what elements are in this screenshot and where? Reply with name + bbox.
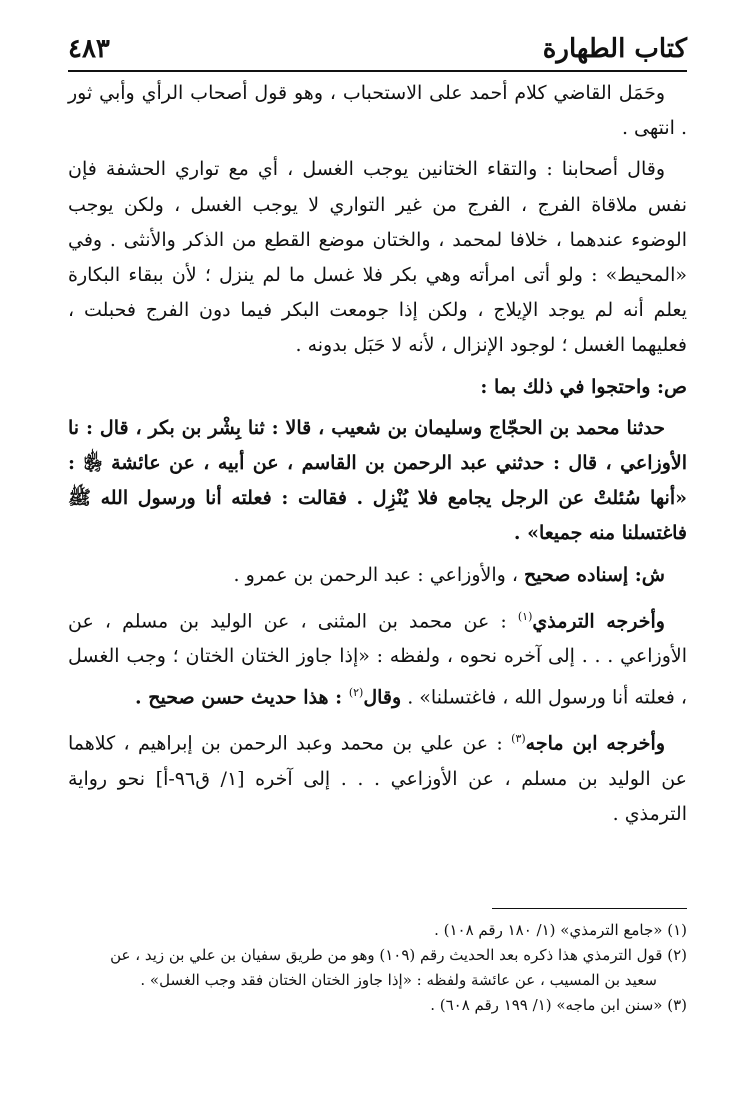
commentary-rest: ، والأوزاعي : عبد الرحمن بن عمرو . xyxy=(233,563,525,586)
book-title: كتاب الطهارة xyxy=(542,34,687,64)
paragraph-tirmidhi xyxy=(68,599,687,715)
footnote-divider xyxy=(492,908,687,909)
commentary-lead: ش: إسناده صحيح xyxy=(524,563,665,586)
tirmidhi-said: وقال xyxy=(363,685,402,708)
ibn-majah-text: : عن علي بن محمد وعبد الرحمن بن إبراهيم ، كلاهما عن الوليد بن مسلم ، عن الأوزاعي . . . إلى آخره [١/ ق٩٦-أ] نحو رواية الترمذي . xyxy=(68,732,688,825)
tirmidhi-lead: وأخرجه الترمذي xyxy=(532,610,665,633)
paragraph-ibn-majah xyxy=(68,721,687,832)
main-text xyxy=(68,76,687,838)
footnote-ref-2: (٢) xyxy=(348,685,364,699)
footnotes xyxy=(68,918,687,1018)
footnote-3: (٣) «سنن ابن ماجه» (١/ ١٩٩ رقم ٦٠٨) . xyxy=(430,996,687,1014)
paragraph-1: وحَمَل القاضي كلام أحمد على الاستحباب ، وهو قول أصحاب الرأي وأبي ثور . انتهى . xyxy=(68,82,687,140)
footnote-ref-1: (١) xyxy=(517,609,533,623)
tirmidhi-grade: : هذا حديث حسن صحيح . xyxy=(135,685,349,708)
ibn-majah-lead: وأخرجه ابن ماجه xyxy=(525,732,665,755)
tirmidhi-text: : عن محمد بن المثنى ، عن الوليد بن مسلم ، عن الأوزاعي . . . إلى آخره نحوه ، ولفظه : «إذا جاوز الختان الختان ؛ وجب الغسل ، فعلته أنا ورسول الله ، فاغتسلنا» . xyxy=(68,610,687,708)
footnote-2: (٢) قول الترمذي هذا ذكره بعد الحديث رقم (١٠٩) وهو من طريق سفيان بن علي بن زيد ، عن xyxy=(110,946,687,964)
section-heading: ص: واحتجوا في ذلك بما : xyxy=(480,375,687,398)
hadith-text: حدثنا محمد بن الحجّاج وسليمان بن شعيب ، قالا : ثنا بِشْر بن بكر ، قال : نا الأوزاعي ، قال : حدثني عبد الرحمن بن القاسم ، عن أبيه ، عن عائشة ﵂ : «أنها سُئلتْ عن الرجل يجامع فلا يُنْزِل . فقالت : فعلته أنا ورسول الله ﷺ فاغتسلنا منه جميعا» . xyxy=(68,416,687,545)
paragraph-commentary xyxy=(68,558,687,593)
page-number: ٤٨٣ xyxy=(68,34,110,64)
footnote-ref-3: (٣) xyxy=(511,732,526,746)
paragraph-2: وقال أصحابنا : والتقاء الختانين يوجب الغسل ، أي مع تواري الحشفة فإن نفس ملاقاة الفرج ، الفرج من غير التواري لا يوجب الغسل ، ولكن يوجب الوضوء عندهما ، خلافا لمحمد ، والختان موضع القطع من الذكر والأنثى . وفي «المحيط» : ولو أتى امرأته وهي بكر فلا غسل ما لم ينزل ؛ لأن ببقاء البكارة يعلم أنه لم يوجد الإيلاج ، ولكن إذا جومعت البكر فيما دون الفرج فحبلت ، فعليهما الغسل ؛ لوجود الإنزال ، لأنه لا حَبَل بدونه . xyxy=(68,158,687,357)
footnote-1: (١) «جامع الترمذي» (١/ ١٨٠ رقم ١٠٨) . xyxy=(434,921,687,939)
footnote-2-continued: سعيد بن المسيب ، عن عائشة ولفظه : «إذا جاوز الختان الختان فقد وجب الغسل» . xyxy=(140,971,657,989)
page-header xyxy=(68,20,687,72)
